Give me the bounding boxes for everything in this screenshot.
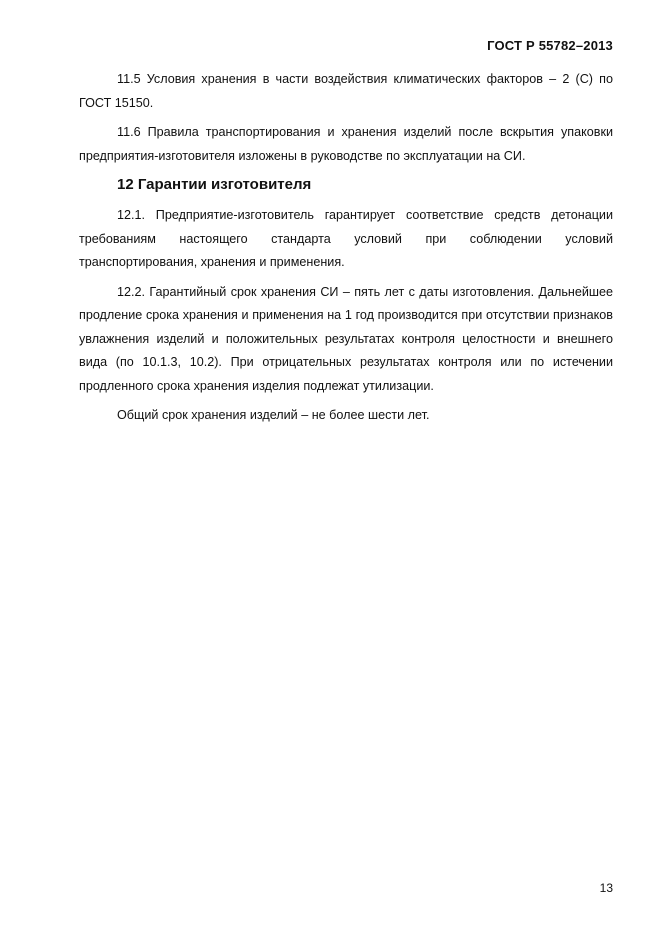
- document-code-header: ГОСТ Р 55782–2013: [487, 38, 613, 53]
- page-number: 13: [599, 881, 613, 895]
- section-12-heading: 12 Гарантии изготовителя: [117, 176, 312, 193]
- paragraph-12-1: 12.1. Предприятие-изготовитель гарантирует соответствие средств детонации требованиям настоящего стандарта условий при соблюдении условий транспортирования, хранения и применения.: [79, 208, 613, 269]
- paragraph-total-storage: Общий срок хранения изделий – не более шести лет.: [117, 408, 430, 422]
- paragraph-11-5: 11.5 Условия хранения в части воздействия климатических факторов – 2 (С) по ГОСТ 15150.: [79, 72, 613, 110]
- document-body: [79, 68, 613, 434]
- paragraph-11-6: 11.6 Правила транспортирования и хранения изделий после вскрытия упаковки предприятия-изготовителя изложены в руководстве по эксплуатации на СИ.: [79, 125, 613, 163]
- paragraph-12-2: 12.2. Гарантийный срок хранения СИ – пять лет с даты изготовления. Дальнейшее продление срока хранения и применения на 1 год производится при отсутствии признаков увлажнения изделий и положительных результатах контроля целостности и внешнего вида (по 10.1.3, 10.2). При отрицательных результатах контроля или по истечении продленного срока хранения изделия подлежат утилизации.: [79, 284, 613, 393]
